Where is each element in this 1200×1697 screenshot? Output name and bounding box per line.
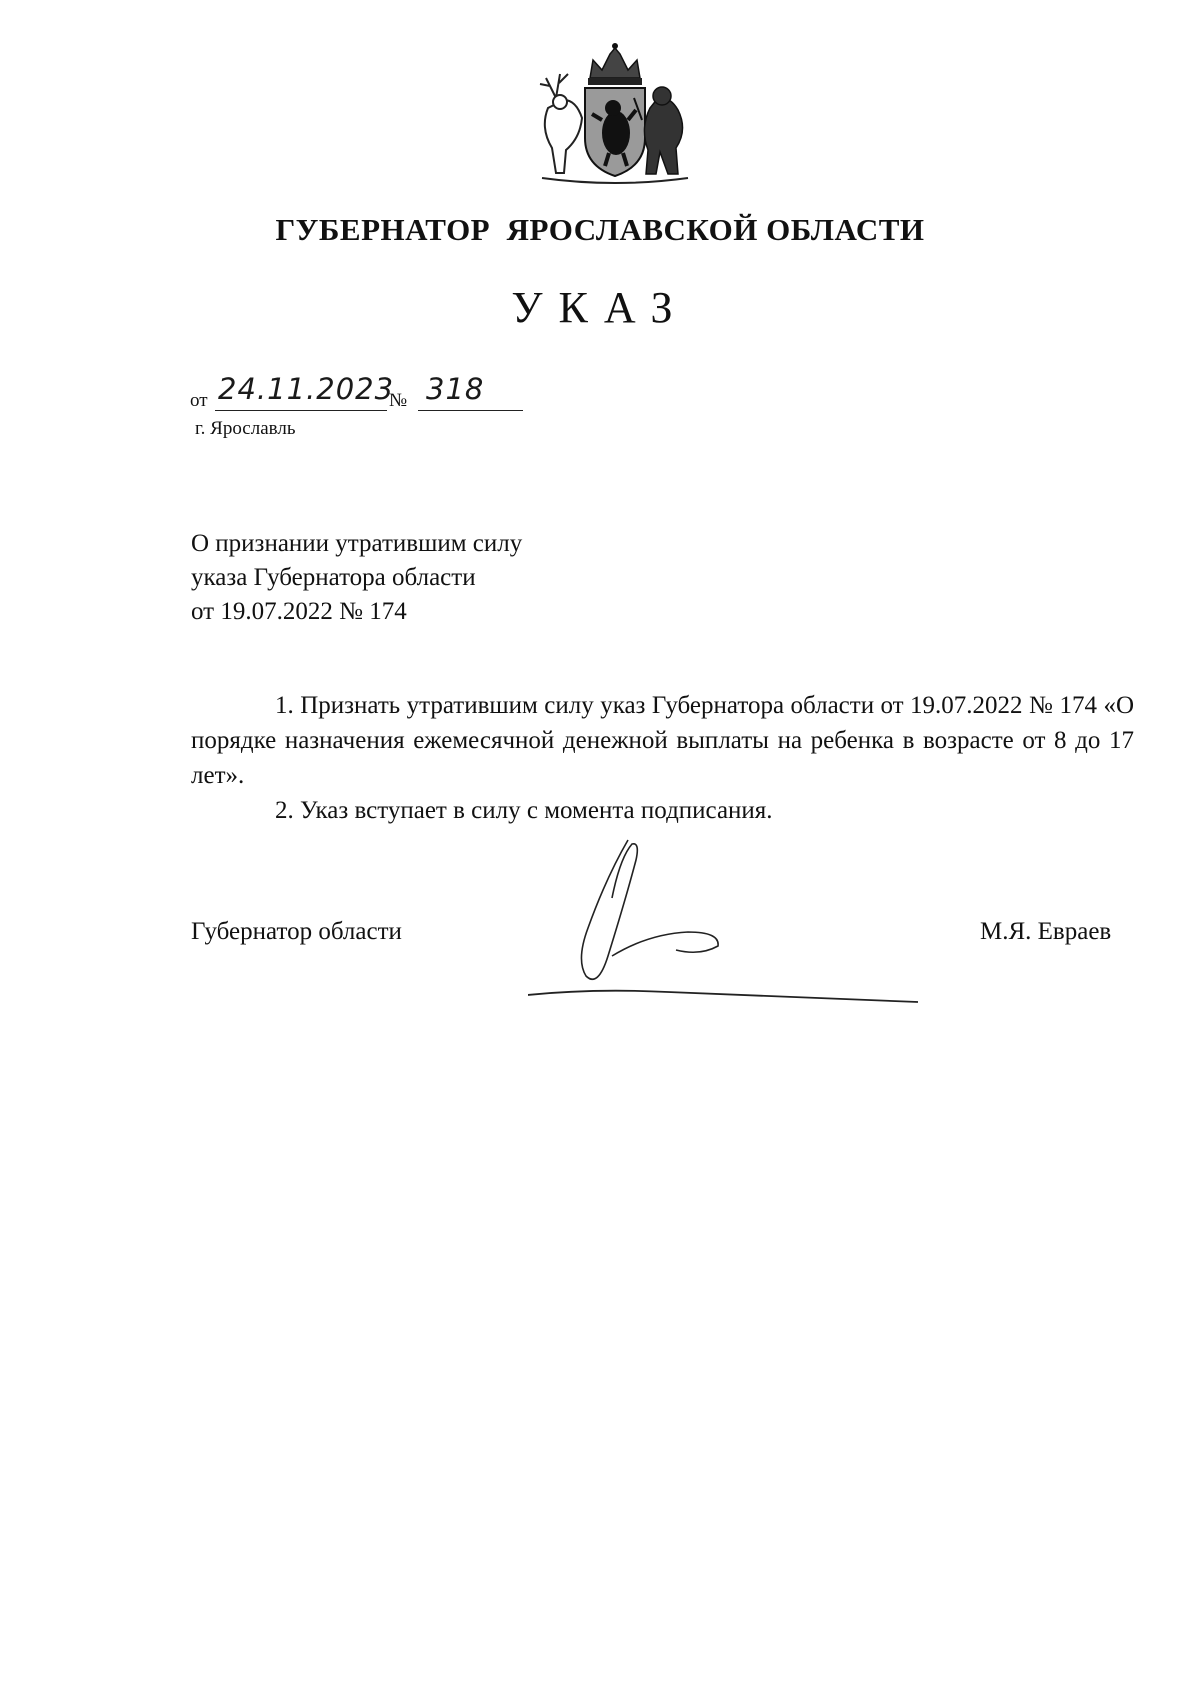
document-date: 24.11.2023 (218, 372, 395, 406)
issuer-title: ГУБЕРНАТОР ЯРОСЛАВСКОЙ ОБЛАСТИ (275, 212, 925, 247)
issue-city: г. Ярославль (195, 418, 296, 439)
document-subject (191, 527, 522, 629)
body-paragraph: 1. Признать утратившим силу указ Губернатора области от 19.07.2022 № 174 «О порядке назначения ежемесячной денежной выплаты на ребенка в возрасте от 8 до 17 лет». (191, 692, 1134, 789)
subject-line: О признании утратившим силу (191, 530, 523, 557)
handwritten-signature-icon (528, 838, 928, 1013)
date-prefix: от (190, 390, 208, 411)
number-underline (418, 410, 523, 411)
document-number: 318 (426, 372, 485, 406)
signatory-title: Губернатор области (191, 918, 402, 945)
date-underline (215, 410, 387, 411)
signatory-name: М.Я. Евраев (980, 918, 1112, 945)
coat-of-arms-icon (530, 38, 700, 188)
document-requisites (190, 372, 550, 412)
subject-line: от 19.07.2022 № 174 (191, 598, 407, 625)
document-type: УКАЗ (511, 283, 689, 332)
subject-line: указа Губернатора области (191, 564, 476, 591)
document-body (191, 688, 1134, 828)
body-paragraph: 2. Указ вступает в силу с момента подписания. (275, 797, 773, 824)
number-prefix: № (389, 390, 408, 411)
